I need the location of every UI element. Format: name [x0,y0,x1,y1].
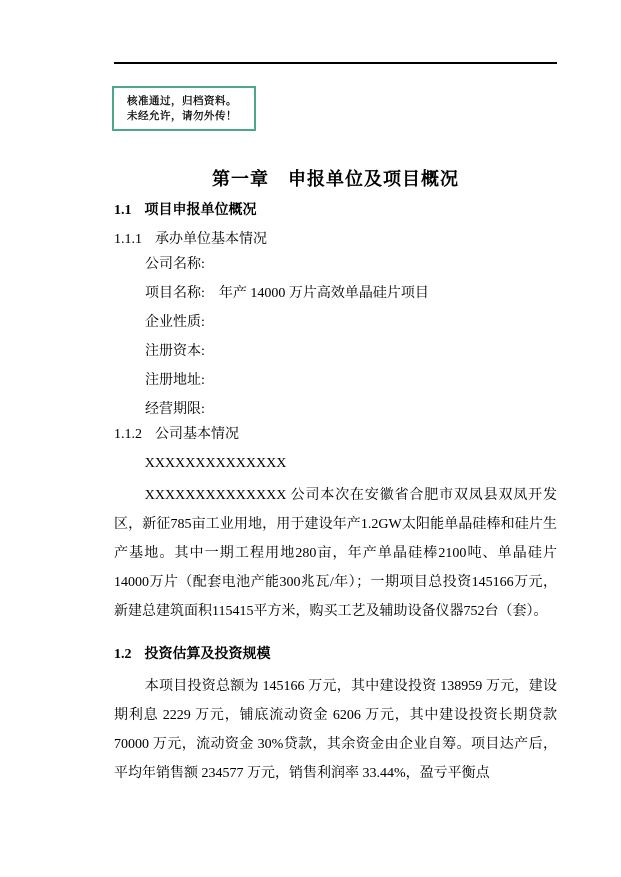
field-registered-capital [114,337,557,366]
stamp-line-2: 未经允许，请勿外传！ [127,109,237,122]
field-label: 公司名称: [145,257,205,272]
heading-1-1-2-label: 公司基本情况 [155,427,239,442]
heading-1-1-1 [114,230,557,250]
heading-1-1-2-number: 1.1.2 [114,427,142,442]
field-label: 企业性质: [145,315,205,330]
field-label: 注册资本: [145,344,205,359]
heading-1-2 [114,645,557,665]
field-label: 注册地址: [145,373,205,388]
heading-1-1-2 [114,425,557,445]
company-fields [114,250,557,424]
field-label: 项目名称: [145,286,205,301]
heading-1-2-number: 1.2 [114,647,132,662]
field-company-name [114,250,557,279]
company-name-placeholder-line: XXXXXXXXXXXXXX [144,456,287,471]
company-profile-paragraph: XXXXXXXXXXXXXX 公司本次在安徽省合肥市双凤县双凤开发区，新征785亩工业用地，用于建设年产1.2GW太阳能单晶硅棒和硅片生产基地。其中一期工程用地280亩，年产单晶硅棒2100吨、单晶硅片14000万片（配套电池产能300兆瓦/年）；一期项目总投资145166万元，新建总建筑面积115415平方米，购买工艺及辅助设备仪器752台（套）。 [114,488,557,619]
heading-1-1-number: 1.1 [114,203,132,218]
heading-1-1 [114,201,557,221]
heading-1-2-label: 投资估算及投资规模 [144,647,271,662]
stamp-line-1: 核准通过，归档资料。 [127,94,237,107]
chapter-title: 第一章 申报单位及项目概况 [212,169,459,190]
field-project-name [114,279,557,308]
header-rule [114,62,557,64]
field-label: 经营期限: [145,402,205,417]
stamp-box [112,86,256,131]
field-business-term [114,395,557,424]
heading-1-1-label: 项目申报单位概况 [144,203,257,218]
field-value: 年产 14000 万片高效单晶硅片项目 [218,286,429,301]
heading-1-1-1-label: 承办单位基本情况 [155,232,267,247]
heading-1-1-1-number: 1.1.1 [114,232,142,247]
field-registered-address [114,366,557,395]
company-profile-block [114,449,557,626]
investment-paragraph: 本项目投资总额为 145166 万元，其中建设投资 138959 万元，建设期利息 2229 万元，铺底流动资金 6206 万元，其中建设投资长期贷款 70000 万元，流动资金 30%贷款，其余资金由企业自筹。项目达产后，平均年销售额 234577 万元，销售利润率 33.44%，盈亏平衡点 [114,679,557,781]
field-enterprise-type [114,308,557,337]
investment-block [114,672,557,788]
